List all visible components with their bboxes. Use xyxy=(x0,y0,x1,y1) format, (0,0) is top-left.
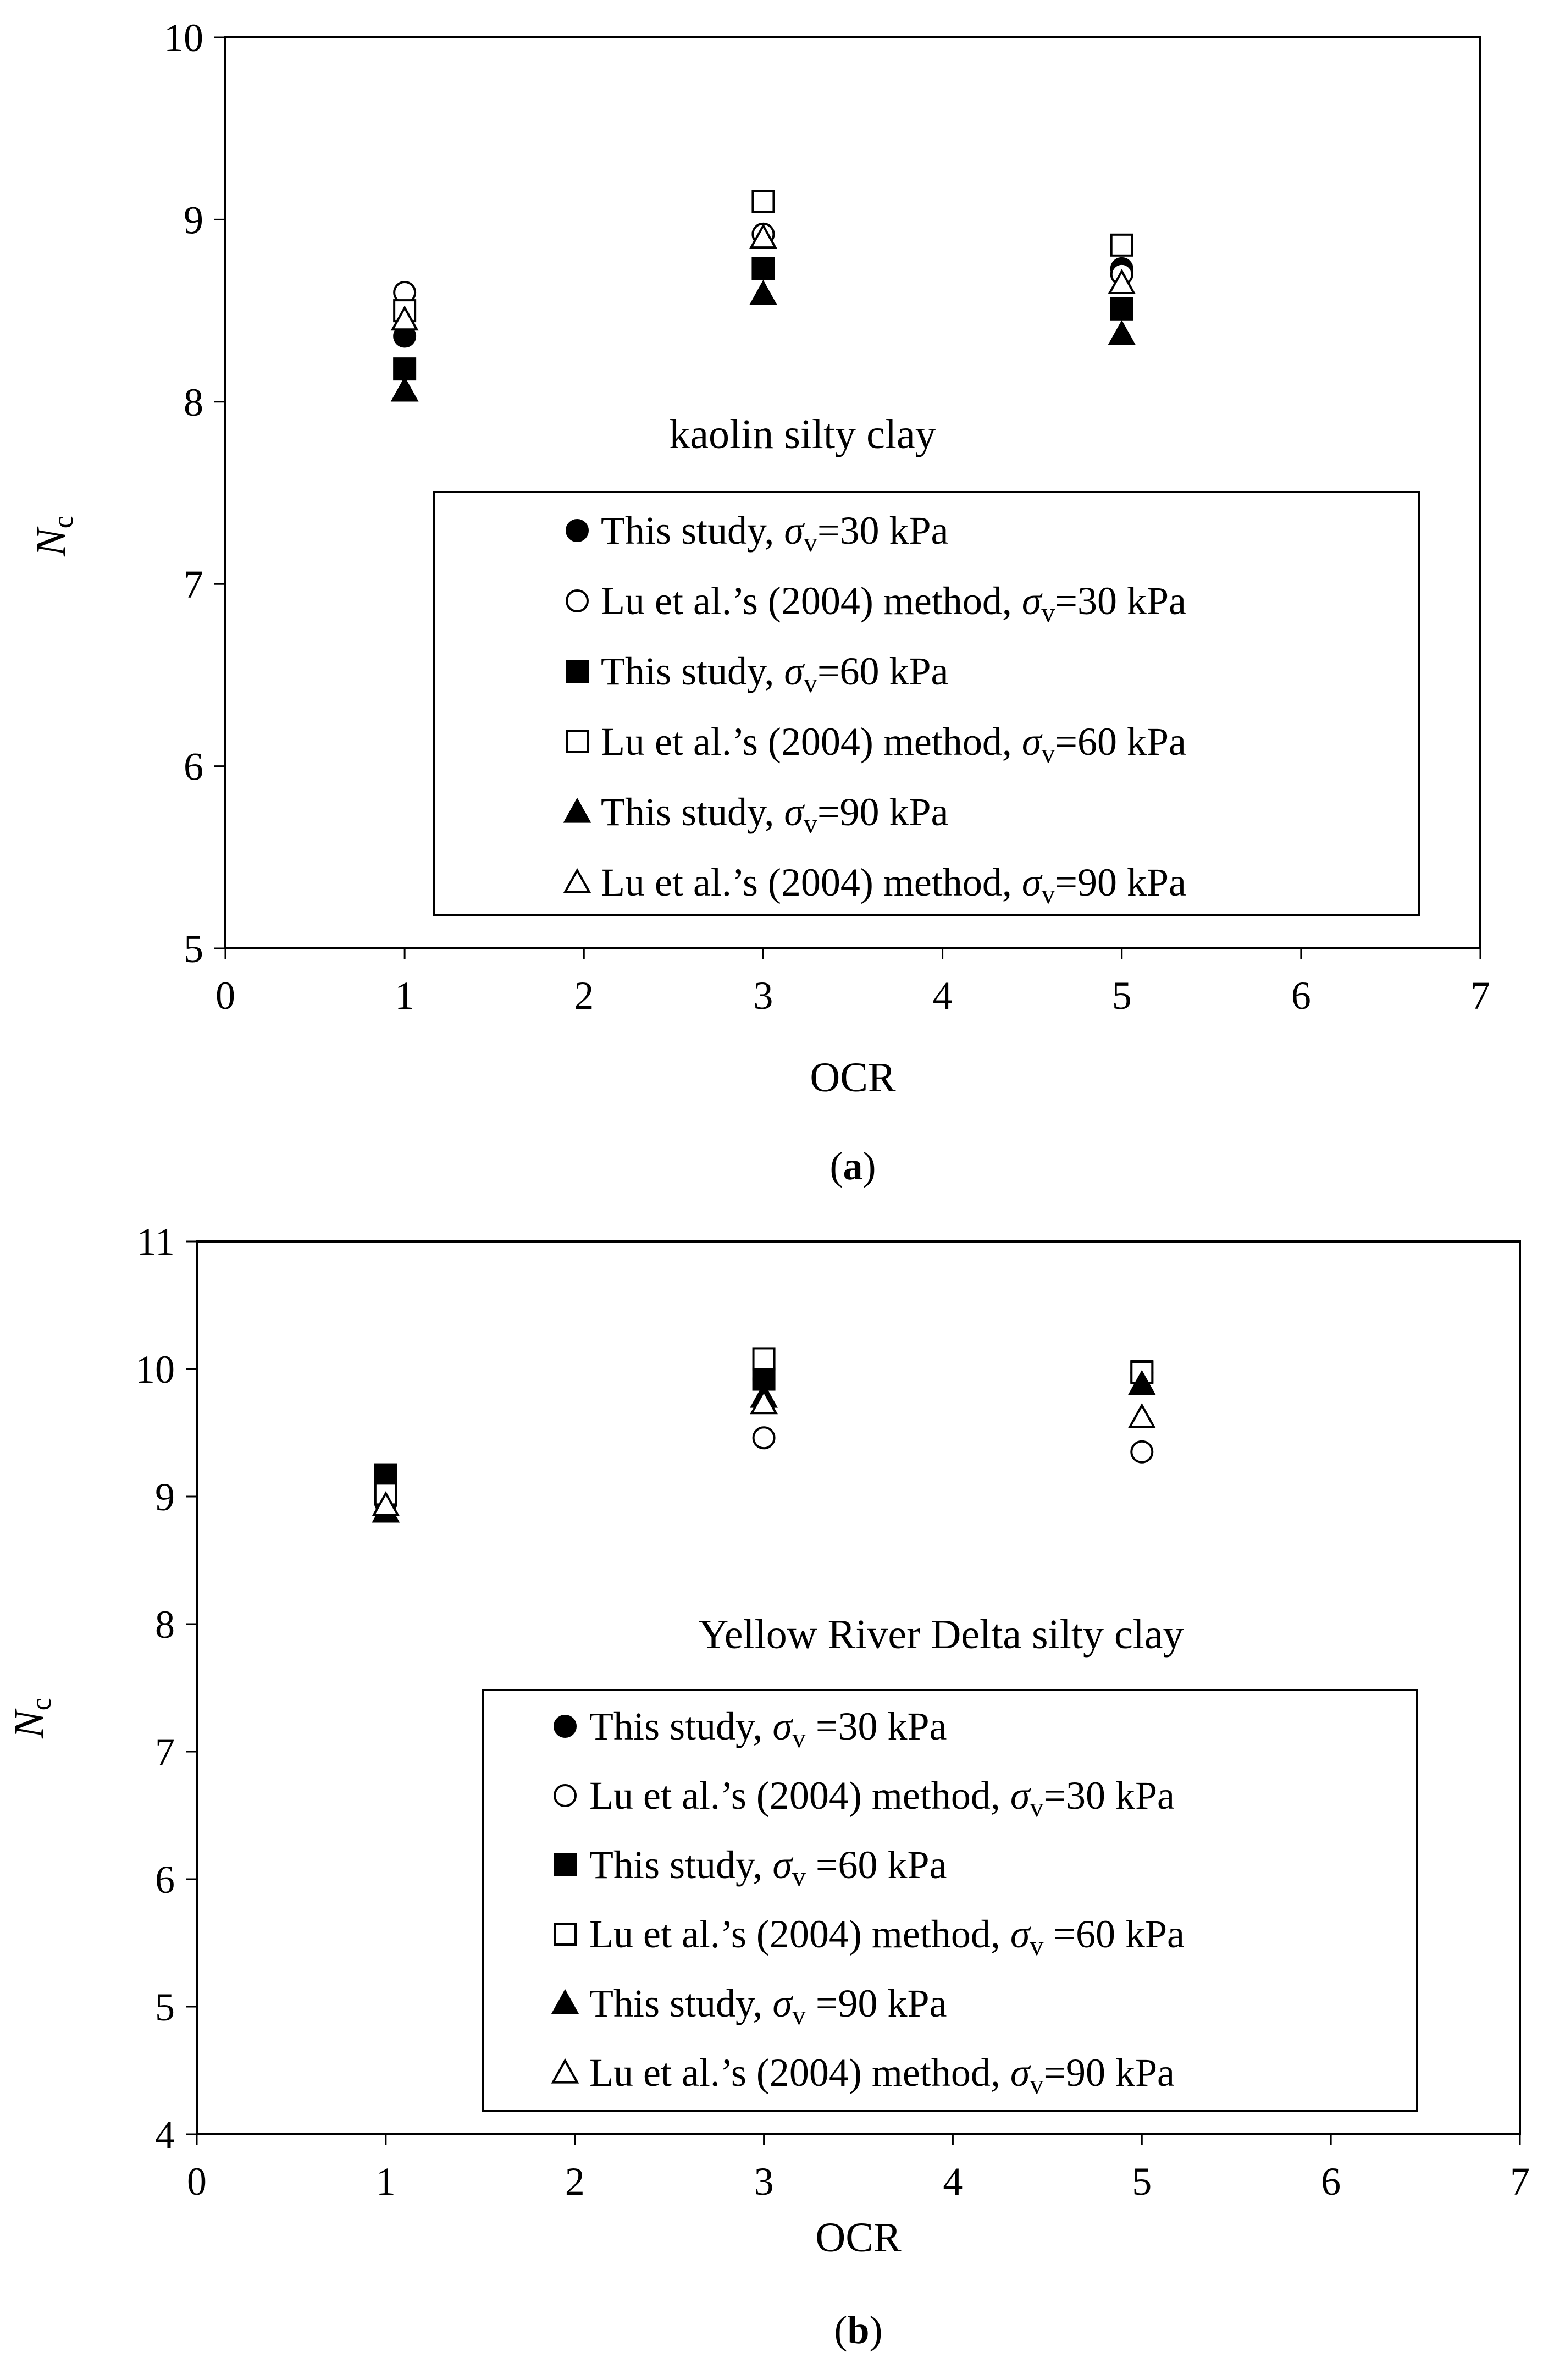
x-tick-label: 5 xyxy=(1132,2160,1152,2204)
legend-entry-label: Lu et al.’s (2004) method, σv=30 kPa xyxy=(589,1774,1175,1823)
legend-marker-square-filled xyxy=(555,1854,576,1875)
y-tick-label: 10 xyxy=(135,1348,175,1391)
data-point-triangle-filled xyxy=(392,379,417,401)
x-tick-label: 2 xyxy=(565,2160,585,2204)
panel-caption: (a) xyxy=(829,1144,876,1188)
data-point-square-open xyxy=(754,1348,775,1369)
legend-box xyxy=(434,492,1419,915)
y-tick-label: 8 xyxy=(184,380,203,424)
legend-marker-circle-filled xyxy=(567,520,588,541)
y-tick-label: 6 xyxy=(155,1858,175,1902)
x-tick-label: 3 xyxy=(754,2160,774,2204)
y-tick-label: 9 xyxy=(184,198,203,242)
x-tick-label: 4 xyxy=(932,974,953,1018)
x-tick-label: 0 xyxy=(187,2160,207,2204)
legend-marker-circle-open xyxy=(567,590,588,611)
data-point-triangle-filled xyxy=(751,282,775,304)
legend-entry-label: Lu et al.’s (2004) method, σv=90 kPa xyxy=(601,860,1186,909)
y-tick-label: 8 xyxy=(155,1603,175,1647)
y-tick-label: 6 xyxy=(184,744,203,789)
legend-entry-label: Lu et al.’s (2004) method, σv=90 kPa xyxy=(589,2051,1175,2100)
legend-entry-label: This study, σv =30 kPa xyxy=(589,1704,947,1753)
legend-box xyxy=(483,1690,1417,2111)
plot-annotation: kaolin silty clay xyxy=(669,411,936,457)
x-tick-label: 6 xyxy=(1291,974,1311,1018)
chart-panel-b xyxy=(6,1220,1530,2352)
data-point-square-filled xyxy=(394,358,415,379)
legend-entry-label: Lu et al.’s (2004) method, σv=30 kPa xyxy=(601,579,1186,628)
x-axis-title: OCR xyxy=(815,2215,902,2261)
data-point-triangle-open xyxy=(1130,1405,1154,1427)
y-axis-title: Nc xyxy=(28,516,79,556)
x-tick-label: 0 xyxy=(215,974,235,1018)
legend-entry-label: This study, σv=60 kPa xyxy=(601,649,949,698)
x-tick-label: 2 xyxy=(574,974,594,1018)
legend-marker-square-open xyxy=(567,731,588,752)
y-tick-label: 5 xyxy=(155,1985,175,2029)
y-axis-title: Nc xyxy=(6,1698,57,1738)
data-point-circle-open xyxy=(754,1427,775,1448)
legend-marker-square-filled xyxy=(567,661,588,682)
x-tick-label: 1 xyxy=(395,974,415,1018)
x-tick-label: 7 xyxy=(1510,2160,1530,2204)
legend-entry-label: This study, σv =60 kPa xyxy=(589,1843,947,1892)
x-tick-label: 5 xyxy=(1111,974,1132,1018)
data-point-square-filled xyxy=(1111,299,1132,319)
y-tick-label: 7 xyxy=(184,562,203,607)
legend-marker-circle-filled xyxy=(555,1716,576,1737)
legend-entry-label: This study, σv =90 kPa xyxy=(589,1981,947,2030)
y-tick-label: 7 xyxy=(155,1730,175,1774)
panel-caption: (b) xyxy=(834,2308,883,2352)
x-tick-label: 4 xyxy=(943,2160,963,2204)
y-tick-label: 5 xyxy=(184,927,203,971)
data-point-square-open xyxy=(1111,235,1132,256)
legend-entry-label: This study, σv=90 kPa xyxy=(601,790,949,839)
chart-panel-a xyxy=(28,16,1490,1188)
legend xyxy=(434,492,1419,915)
data-point-triangle-filled xyxy=(1110,322,1134,344)
data-point-square-filled xyxy=(753,258,773,279)
y-tick-label: 9 xyxy=(155,1475,175,1519)
legend-marker-square-open xyxy=(555,1924,576,1945)
data-point-circle-open xyxy=(1131,1442,1152,1462)
legend-entry-label: This study, σv=30 kPa xyxy=(601,509,949,557)
x-axis-title: OCR xyxy=(810,1054,896,1101)
plot-annotation: Yellow River Delta silty clay xyxy=(698,1611,1184,1658)
y-tick-label: 10 xyxy=(164,16,203,60)
y-tick-label: 11 xyxy=(136,1220,175,1264)
x-tick-label: 1 xyxy=(375,2160,396,2204)
data-point-square-filled xyxy=(375,1465,396,1486)
x-tick-label: 7 xyxy=(1470,974,1490,1018)
legend xyxy=(483,1690,1417,2111)
data-point-square-open xyxy=(753,191,773,212)
x-tick-label: 3 xyxy=(753,974,773,1018)
legend-entry-label: Lu et al.’s (2004) method, σv=60 kPa xyxy=(601,720,1186,769)
legend-entry-label: Lu et al.’s (2004) method, σv =60 kPa xyxy=(589,1912,1185,1961)
x-tick-label: 6 xyxy=(1321,2160,1341,2204)
legend-marker-circle-open xyxy=(555,1785,576,1806)
y-tick-label: 4 xyxy=(155,2113,175,2157)
